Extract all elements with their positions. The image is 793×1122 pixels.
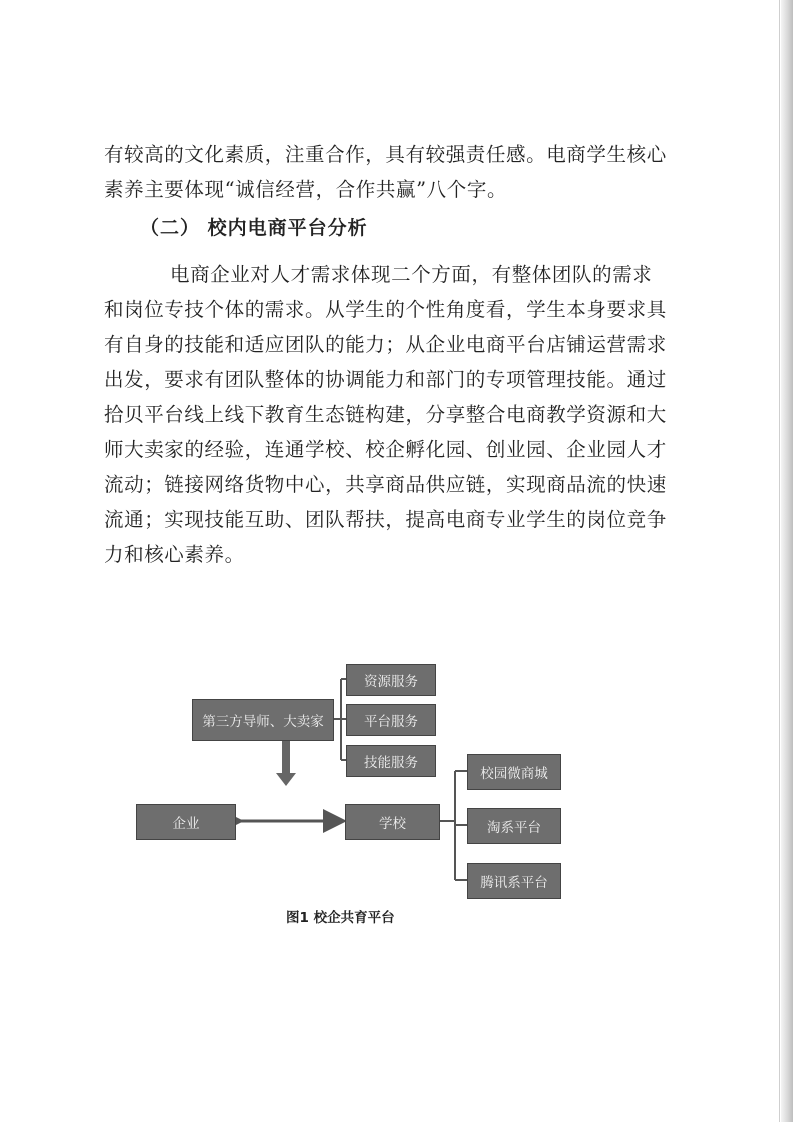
arrow-down-head — [276, 773, 296, 786]
paragraph-2-line: 有自身的技能和适应团队的能力；从企业电商平台店铺运营需求 — [104, 333, 667, 356]
paragraph-1 — [104, 137, 692, 207]
service-box-resource: 资源服务 — [346, 664, 436, 696]
school-box: 学校 — [345, 804, 440, 840]
platform-box-campus-mall: 校园微商城 — [467, 754, 561, 790]
paragraph-1-line: 素养主要体现“诚信经营，合作共赢”八个字。 — [104, 178, 508, 201]
paragraph-2 — [104, 257, 692, 572]
paragraph-2-line: 师大卖家的经验，连通学校、校企孵化园、创业园、企业园人才 — [104, 438, 667, 461]
platform-box-tencent: 腾讯系平台 — [467, 863, 561, 899]
paragraph-2-line: 出发，要求有团队整体的协调能力和部门的专项管理技能。通过 — [104, 368, 667, 391]
page-edge-shadow — [781, 0, 793, 1122]
paragraph-2-line: 电商企业对人才需求体现二个方面，有整体团队的需求 — [170, 263, 653, 286]
service-box-platform: 平台服务 — [346, 704, 436, 736]
platform-box-taobao: 淘系平台 — [467, 808, 561, 844]
page-edge-line — [779, 0, 780, 1122]
paragraph-2-line: 流通；实现技能互助、团队帮扶，提高电商专业学生的岗位竞争 — [104, 508, 667, 531]
paragraph-2-line: 流动；链接网络货物中心，共享商品供应链，实现商品流的快速 — [104, 473, 667, 496]
section-heading: （二） 校内电商平台分析 — [140, 217, 368, 239]
paragraph-2-line: 拾贝平台线上线下教育生态链构建，分享整合电商教学资源和大 — [104, 403, 667, 426]
arrow-down-shaft — [282, 738, 290, 774]
enterprise-box: 企业 — [136, 804, 236, 840]
paragraph-2-line: 力和核心素养。 — [104, 543, 245, 566]
mentor-box: 第三方导师、大卖家 — [192, 699, 334, 741]
paragraph-1-line: 有较高的文化素质，注重合作，具有较强责任感。电商学生核心 — [104, 143, 667, 166]
figure-caption: 图1 校企共育平台 — [286, 910, 395, 926]
paragraph-2-line: 和岗位专技个体的需求。从学生的个性角度看，学生本身要求具 — [104, 298, 667, 321]
service-box-skill: 技能服务 — [346, 745, 436, 777]
